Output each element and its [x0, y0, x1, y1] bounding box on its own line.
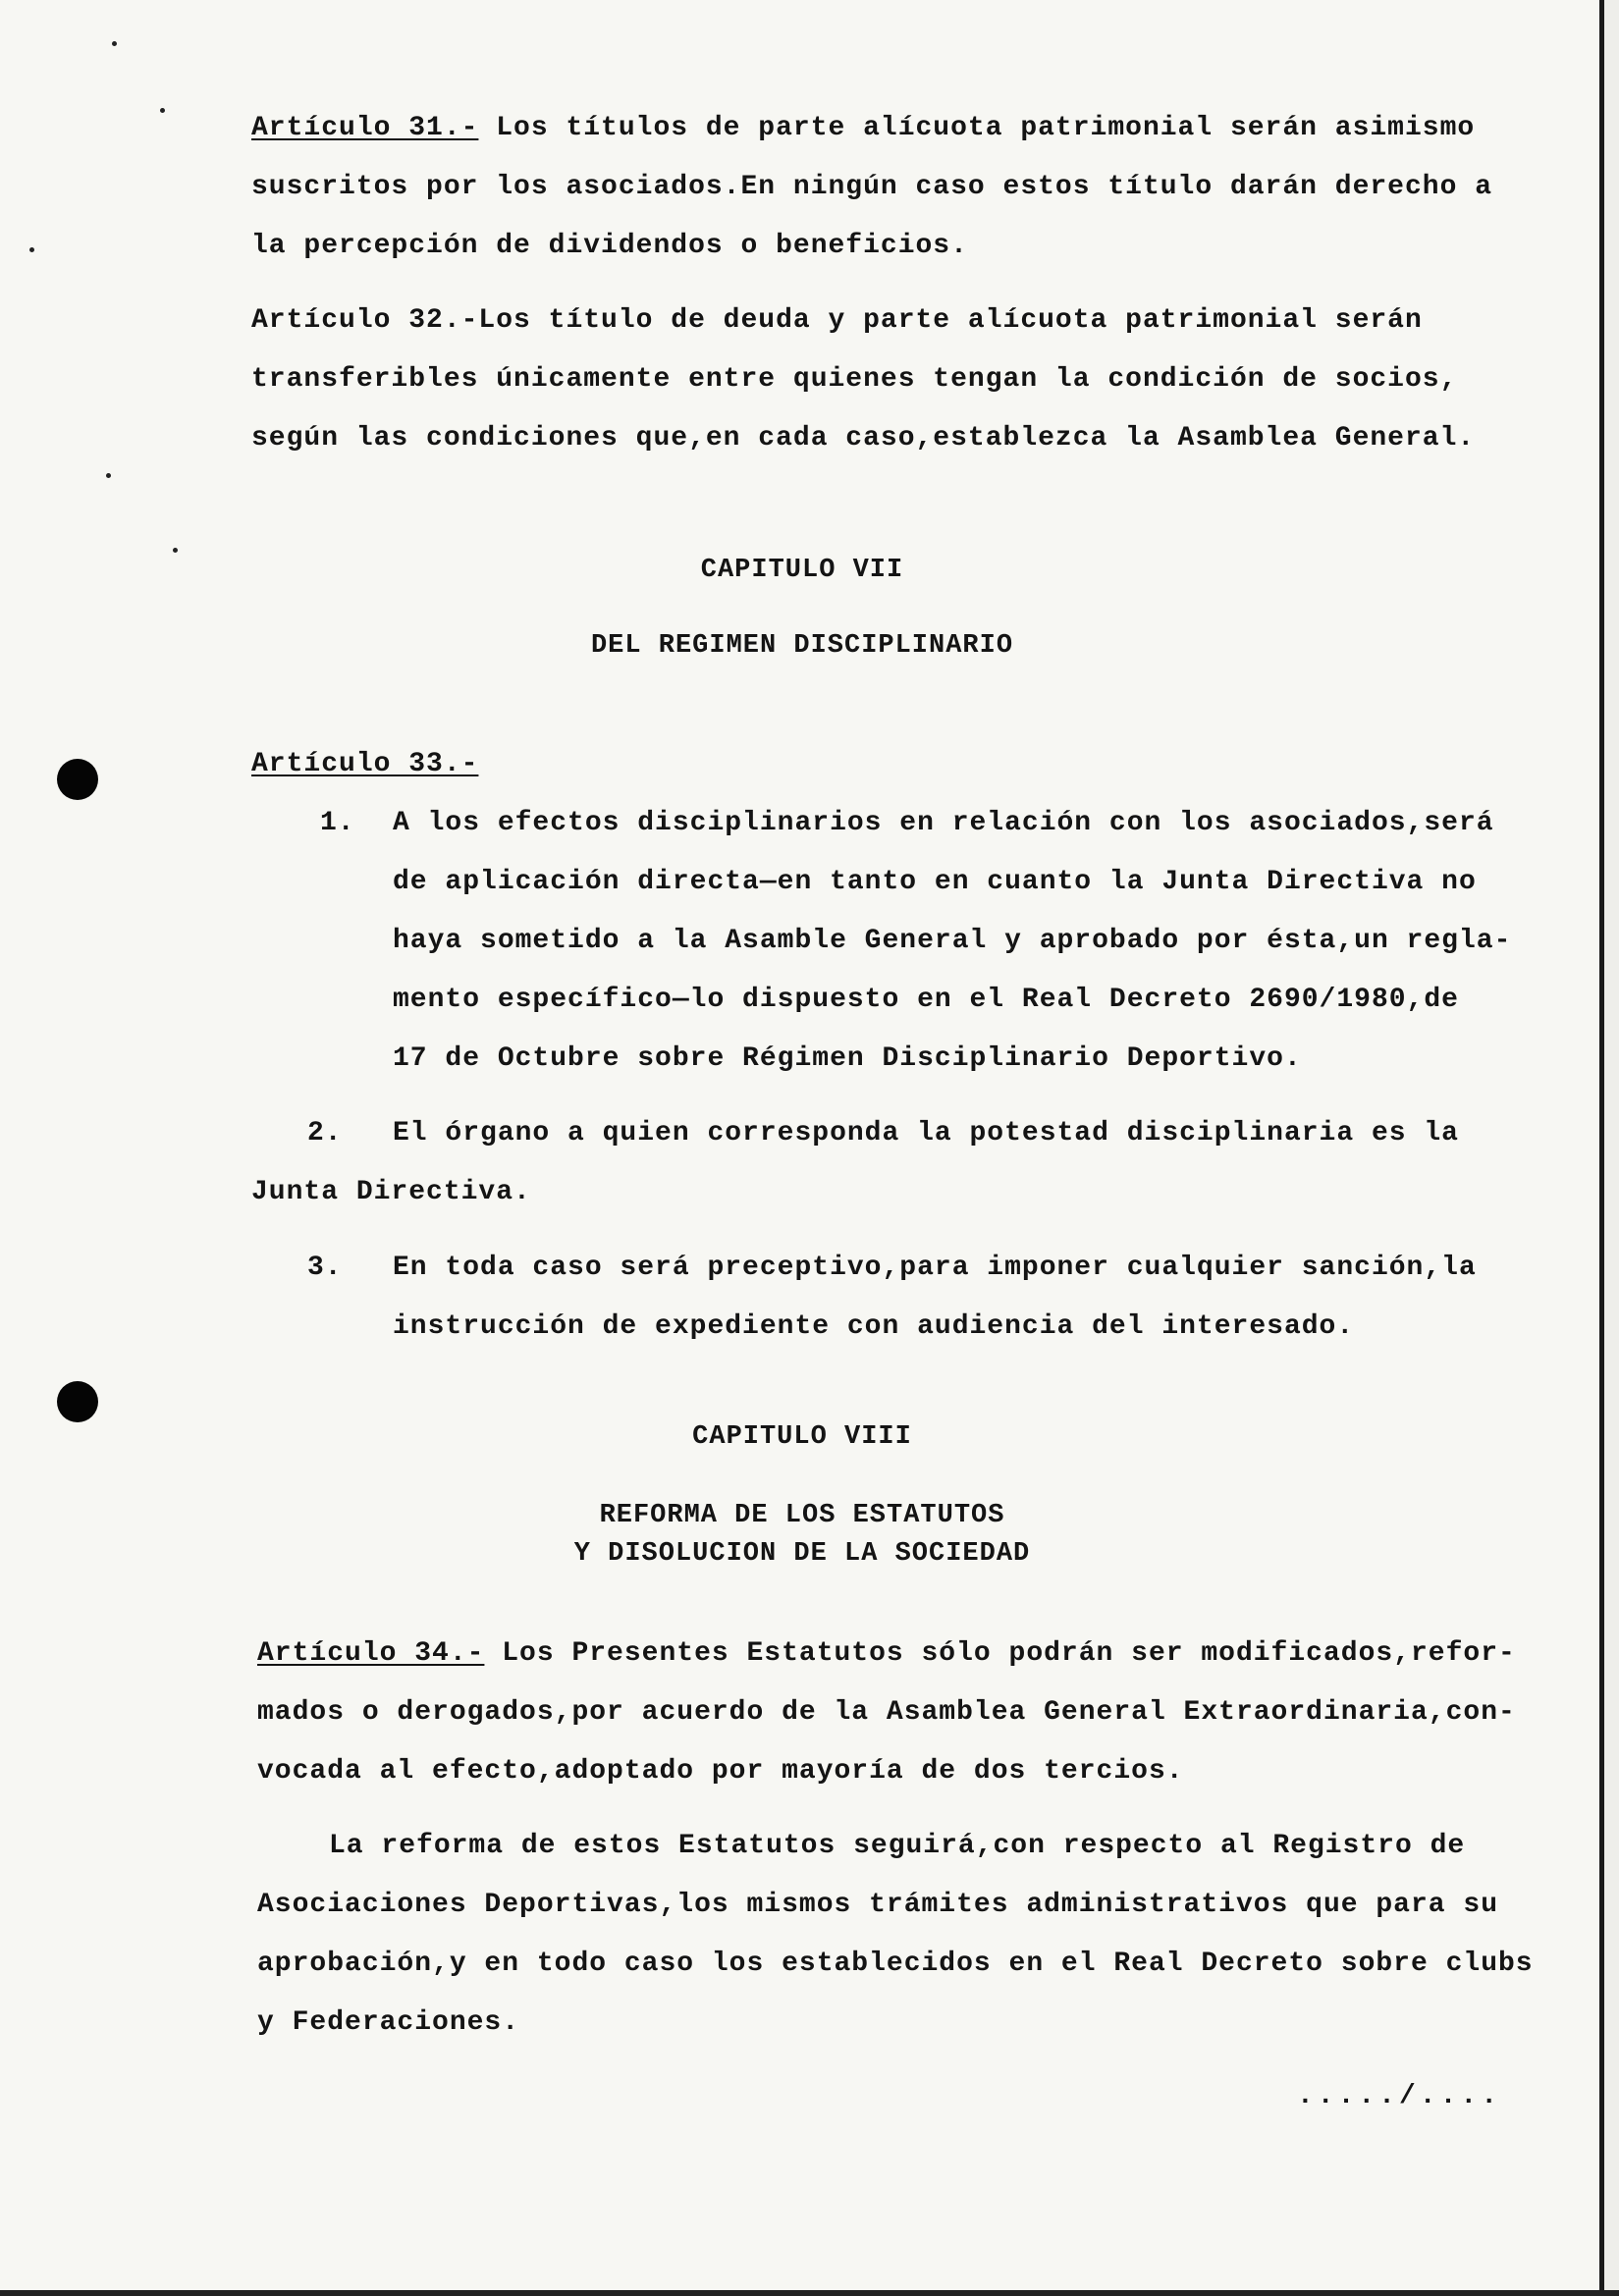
punch-hole-bottom	[57, 1381, 98, 1422]
art33-p2-num: 2.	[307, 1118, 343, 1148]
speck	[173, 548, 178, 553]
art34-line-2: mados o derogados,por acuerdo de la Asamblea General Extraordinaria,con-	[257, 1697, 1516, 1728]
chapter-8-subtitle-2: Y DISOLUCION DE LA SOCIEDAD	[573, 1539, 1031, 1569]
art31-label: Artículo 31.-	[251, 113, 479, 143]
art33-p1-line-5: 17 de Octubre sobre Régimen Disciplinario Deportivo.	[393, 1043, 1302, 1074]
art34-para2-line-4: y Federaciones.	[257, 2007, 520, 2038]
art34-line-1-text: Los Presentes Estatutos sólo podrán ser modificados,refor-	[484, 1638, 1516, 1669]
art33-p3-num: 3.	[307, 1253, 343, 1283]
art32-line-3: según las condiciones que,en cada caso,establezca la Asamblea General.	[251, 423, 1476, 454]
punch-hole-top	[57, 759, 98, 800]
scan-edge	[0, 2290, 1619, 2296]
art34-line-3: vocada al efecto,adoptado por mayoría de dos tercios.	[257, 1756, 1184, 1787]
art34-line-1	[257, 1625, 1516, 1683]
art33-p2-line-2: Junta Directiva.	[251, 1177, 531, 1207]
art33-p1-num: 1.	[320, 808, 355, 838]
art31-line-1	[251, 99, 1475, 158]
art33-label-text: Artículo 33.-	[251, 749, 479, 779]
art32-line-1: Artículo 32.-Los título de deuda y parte alícuota patrimonial serán	[251, 305, 1423, 336]
art34-para2-line-3: aprobación,y en todo caso los establecidos en el Real Decreto sobre clubs	[257, 1949, 1534, 1979]
speck	[112, 41, 117, 46]
art33-p1-line-1: A los efectos disciplinarios en relación con los asociados,será	[393, 808, 1494, 838]
art34-para2-line-1: La reforma de estos Estatutos seguirá,con respecto al Registro de	[329, 1831, 1466, 1861]
chapter-8-title: CAPITULO VIII	[692, 1422, 912, 1452]
continuation-mark: ...../....	[1296, 2081, 1501, 2111]
art31-line-2: suscritos por los asociados.En ningún caso estos título darán derecho a	[251, 172, 1492, 202]
art34-para2-line-2: Asociaciones Deportivas,los mismos trámites administrativos que para su	[257, 1890, 1498, 1920]
speck	[29, 247, 34, 252]
art33-label	[251, 735, 478, 794]
chapter-7-subtitle: DEL REGIMEN DISCIPLINARIO	[590, 631, 1014, 661]
speck	[106, 473, 111, 478]
chapter-8-subtitle-1: REFORMA DE LOS ESTATUTOS	[599, 1501, 1005, 1530]
chapter-7-title: CAPITULO VII	[700, 556, 904, 585]
art33-p3-line-1: En toda caso será preceptivo,para imponer cualquier sanción,la	[393, 1253, 1477, 1283]
art32-line-2: transferibles únicamente entre quienes tengan la condición de socios,	[251, 364, 1458, 395]
art33-p1-line-3: haya sometido a la Asamble General y aprobado por ésta,un regla-	[393, 926, 1512, 956]
art33-p1-line-4: mento específico—lo dispuesto en el Real Decreto 2690/1980,de	[393, 985, 1459, 1015]
art33-p2-line-1: El órgano a quien corresponda la potestad disciplinaria es la	[393, 1118, 1459, 1148]
art31-line-3: la percepción de dividendos o beneficios.	[251, 231, 968, 261]
art33-p3-line-2: instrucción de expediente con audiencia del interesado.	[393, 1311, 1355, 1342]
art34-label: Artículo 34.-	[257, 1638, 485, 1669]
speck	[160, 108, 165, 113]
art31-line-1-text: Los títulos de parte alícuota patrimonial serán asimismo	[478, 113, 1476, 143]
art33-p1-line-2: de aplicación directa—en tanto en cuanto la Junta Directiva no	[393, 867, 1477, 897]
